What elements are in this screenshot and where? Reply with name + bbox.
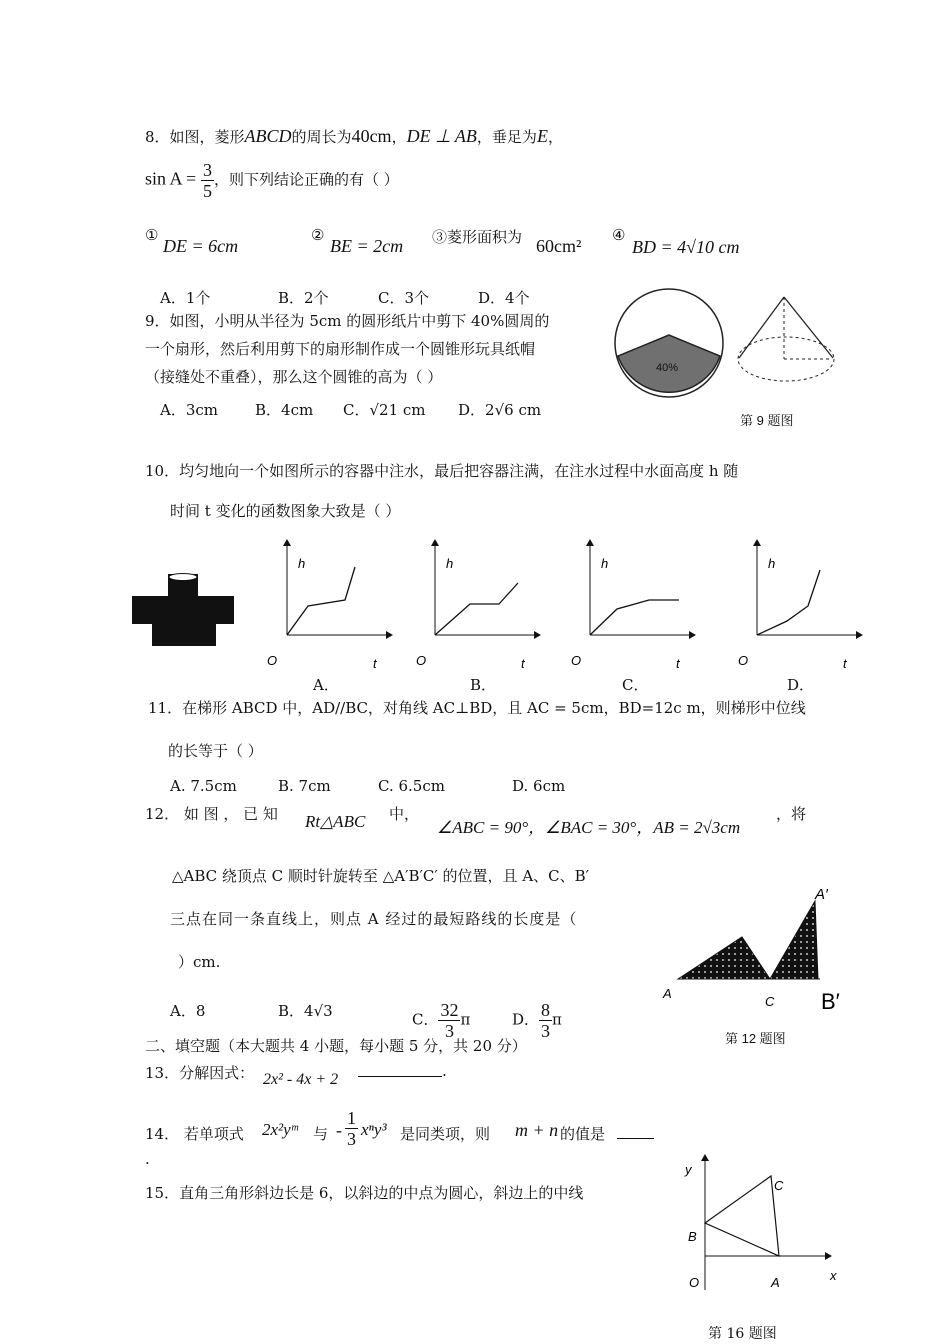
- q8-sin-den: 5: [202, 181, 212, 201]
- q14-m-plus-n: m + n: [515, 1120, 559, 1140]
- q8-opt2-num: ②: [311, 226, 325, 244]
- q10-line1: 10．均匀地向一个如图所示的容器中注水，最后把容器注满，在注水过程中水面高度 h 随: [145, 462, 739, 480]
- q8-text: 8．如图，菱形: [145, 128, 245, 146]
- q12-label-a-prime: A′: [815, 886, 828, 903]
- q8-opt1-value: DE = 6cm: [163, 236, 239, 256]
- q12-triangle-rotated: [770, 901, 818, 979]
- q13-expression: 2x² - 4x + 2: [263, 1071, 339, 1088]
- q11-choice-d: D. 6cm: [512, 777, 566, 795]
- q11-line2: 的长等于（ ）: [168, 742, 263, 760]
- q8-de-ab: DE ⊥ AB: [406, 126, 477, 146]
- q12-choice-d-letter: D．: [512, 1010, 540, 1029]
- q10-label-b: B．: [470, 676, 497, 694]
- q10-container-figure: [130, 572, 240, 650]
- q8-line1: [145, 126, 563, 147]
- q12-caption: 第 12 题图: [725, 1031, 786, 1046]
- q16-label-a: A: [771, 1275, 780, 1290]
- q10-container-bottom: [152, 624, 216, 646]
- q10-c-x-arrow: [689, 631, 696, 639]
- q12-choice-a: A．8: [170, 1002, 206, 1020]
- q10-container-middle: [132, 596, 234, 624]
- q11-choice-a: A. 7.5cm: [170, 777, 237, 795]
- q10-d-y-arrow: [753, 539, 761, 546]
- q12-c-den: 3: [444, 1021, 454, 1041]
- q16-label-y: y: [685, 1162, 692, 1177]
- q10-b-y-arrow: [431, 539, 439, 546]
- q9-cone-left: [739, 297, 784, 358]
- q10-line2: 时间 t 变化的函数图象大致是（ ）: [170, 502, 401, 520]
- q14-text3: 是同类项，则: [400, 1125, 491, 1143]
- q8-sin-fraction: [201, 160, 214, 201]
- q8-choice-b: B．2个: [278, 289, 329, 307]
- q14-neg: -: [336, 1120, 342, 1140]
- q8-opt1-num: ①: [145, 226, 159, 244]
- q10-d-t-label: t: [843, 656, 847, 671]
- q14-period: .: [145, 1150, 150, 1168]
- q12-d-den: 3: [541, 1021, 551, 1041]
- q14-monomial2: xⁿy³: [361, 1120, 387, 1139]
- q16-label-c: C: [774, 1178, 784, 1193]
- q9-line2: 一个扇形，然后利用剪下的扇形制作成一个圆锥形玩具纸帽: [145, 340, 536, 358]
- q10-c-origin-label: O: [571, 653, 582, 668]
- q8-foot-text: ，垂足为: [476, 128, 537, 146]
- q10-container-opening: [169, 574, 197, 581]
- q8-e: E: [536, 126, 548, 146]
- q13-answer-blank[interactable]: [358, 1062, 442, 1077]
- q16-label-x: x: [830, 1268, 837, 1283]
- q12-line2: △ABC 绕顶点 C 顺时针旋转至 △A′B′C′ 的位置，且 A、C、B′: [172, 867, 590, 885]
- q9-choice-c: C．√21 cm: [343, 401, 426, 419]
- q16-label-b: B: [688, 1229, 697, 1244]
- q8-opt4-value: BD = 4√10 cm: [632, 237, 740, 257]
- q8-opt3-value: 60cm²: [536, 236, 582, 256]
- q10-d-origin-label: O: [738, 653, 749, 668]
- q16-y-arrow: [701, 1154, 709, 1161]
- q8-opt1: [145, 226, 158, 244]
- q10-b-x-arrow: [534, 631, 541, 639]
- q10-graph-d: [732, 540, 862, 675]
- q14-num: 1: [347, 1108, 356, 1128]
- q8-opt2-value: BE = 2cm: [330, 236, 404, 256]
- q8-choice-d: D．4个: [478, 289, 530, 307]
- q14-answer-blank[interactable]: [617, 1123, 654, 1139]
- q16-label-o: O: [689, 1275, 700, 1290]
- q10-c-t-label: t: [676, 656, 680, 671]
- q12-label-a: A: [663, 986, 672, 1001]
- q9-choice-a: A．3cm: [160, 401, 219, 419]
- q12-choice-c-letter: C．: [412, 1010, 439, 1029]
- q10-d-curve: [757, 570, 820, 635]
- q8-question-end: ，则下列结论正确的有（ ）: [213, 170, 399, 189]
- q8-sep: ，: [391, 128, 407, 146]
- q10-b-curve: [435, 583, 518, 635]
- q11-choice-b: B. 7cm: [278, 777, 331, 795]
- q8-comma: ，: [547, 128, 563, 146]
- q10-d-x-arrow: [856, 631, 863, 639]
- q9-line3: （接缝处不重叠），那么这个圆锥的高为（ ）: [145, 368, 443, 386]
- q12-angles: ∠ABC = 90°，∠BAC = 30°，AB = 2√3cm: [437, 818, 741, 837]
- q9-choice-d: D．2√6 cm: [458, 401, 542, 419]
- q10-a-origin-label: O: [267, 653, 278, 668]
- q12-triangle-abc: [678, 937, 770, 979]
- q8-opt4-num: ④: [612, 226, 626, 244]
- q9-figure: [612, 290, 872, 400]
- q12-line4: ）cm.: [178, 953, 221, 971]
- q12-c-num: 32: [440, 1000, 459, 1020]
- q12-choice-b: B．4√3: [278, 1002, 333, 1020]
- q9-choice-b: B．4cm: [255, 401, 314, 419]
- q14-den: 3: [347, 1129, 356, 1149]
- q8-sin-num: 3: [202, 160, 212, 180]
- q8-opt3-text: 菱形面积为: [447, 228, 523, 246]
- q10-d-h-label: h: [768, 556, 776, 571]
- q10-b-t-label: t: [521, 656, 525, 671]
- q16-figure: [680, 1150, 850, 1300]
- q8-choice-c: C．3个: [378, 289, 430, 307]
- q15-text: 15．直角三角形斜边长是 6，以斜边的中点为圆心，斜边上的中线: [145, 1184, 584, 1202]
- q10-a-curve: [287, 567, 355, 635]
- q12-choice-d-fraction: [539, 1000, 552, 1041]
- q8-opt3-num: ③: [432, 228, 448, 246]
- q12-label-b-prime: B′: [821, 989, 840, 1014]
- q10-c-h-label: h: [601, 556, 609, 571]
- q9-caption: 第 9 题图: [740, 413, 794, 428]
- q10-a-h-label: h: [298, 556, 306, 571]
- q10-a-x-arrow: [386, 631, 393, 639]
- q11-line1: 11．在梯形 ABCD 中，AD//BC，对角线 AC⊥BD，且 AC = 5cm，BD=12c m，则梯形中位线: [148, 699, 806, 717]
- q12-d-pi: π: [552, 1010, 562, 1029]
- q12-label-c: C: [765, 994, 775, 1009]
- q14-monomial1: 2x²yᵐ: [262, 1120, 298, 1139]
- q16-caption: 第 16 题图: [708, 1326, 777, 1342]
- q14-text4: 的值是: [560, 1125, 606, 1143]
- q12-line1-mid: 中，: [389, 805, 420, 823]
- q10-label-d: D．: [787, 676, 815, 694]
- q8-perimeter-text: 的周长为: [291, 128, 352, 146]
- q8-perimeter: 40cm: [351, 126, 392, 146]
- q14-text2: 与: [313, 1125, 329, 1143]
- q10-a-y-arrow: [283, 539, 291, 546]
- q10-c-y-arrow: [586, 539, 594, 546]
- q10-graph-b: [410, 540, 540, 675]
- section-2-heading: 二、填空题（本大题共 4 小题，每小题 5 分，共 20 分）: [145, 1037, 527, 1055]
- q14-text1: 14． 若单项式: [145, 1125, 244, 1143]
- q16-x-arrow: [825, 1252, 832, 1260]
- q8-opt3: [432, 226, 522, 247]
- q10-a-t-label: t: [373, 656, 377, 671]
- q8-sin-lhs: sin A =: [145, 168, 197, 189]
- q16-triangle: [705, 1176, 779, 1256]
- q10-label-a: A．: [313, 676, 339, 694]
- q10-b-origin-label: O: [416, 653, 427, 668]
- q13-text: 13．分解因式：: [145, 1064, 255, 1082]
- q10-graph-a: [262, 540, 392, 675]
- q8-choice-a: A．1个: [160, 289, 211, 307]
- q12-line1-start: 12． 如 图 ， 已 知: [145, 805, 278, 823]
- q10-graph-c: [565, 540, 695, 675]
- q9-sector-label: 40%: [656, 362, 679, 374]
- q12-c-pi: π: [460, 1010, 471, 1029]
- q12-line3: 三点在同一条直线上，则点 A 经过的最短路线的长度是（: [170, 910, 578, 928]
- q14-fraction: [345, 1108, 358, 1149]
- q9-cone-right: [784, 297, 833, 358]
- q12-rt-triangle: Rt△ABC: [305, 812, 366, 831]
- q12-figure: [660, 885, 850, 1020]
- q10-c-curve: [590, 600, 679, 635]
- q8-line2: [145, 160, 399, 201]
- q11-choice-c: C. 6.5cm: [378, 777, 445, 795]
- q12-line1-end: ，将: [776, 805, 807, 823]
- q10-b-h-label: h: [446, 556, 454, 571]
- q10-label-c: C．: [622, 676, 649, 694]
- q8-abcd: ABCD: [244, 126, 292, 146]
- q9-line1: 9．如图，小明从半径为 5cm 的圆形纸片中剪下 40%圆周的: [145, 312, 550, 330]
- q12-d-num: 8: [541, 1000, 551, 1020]
